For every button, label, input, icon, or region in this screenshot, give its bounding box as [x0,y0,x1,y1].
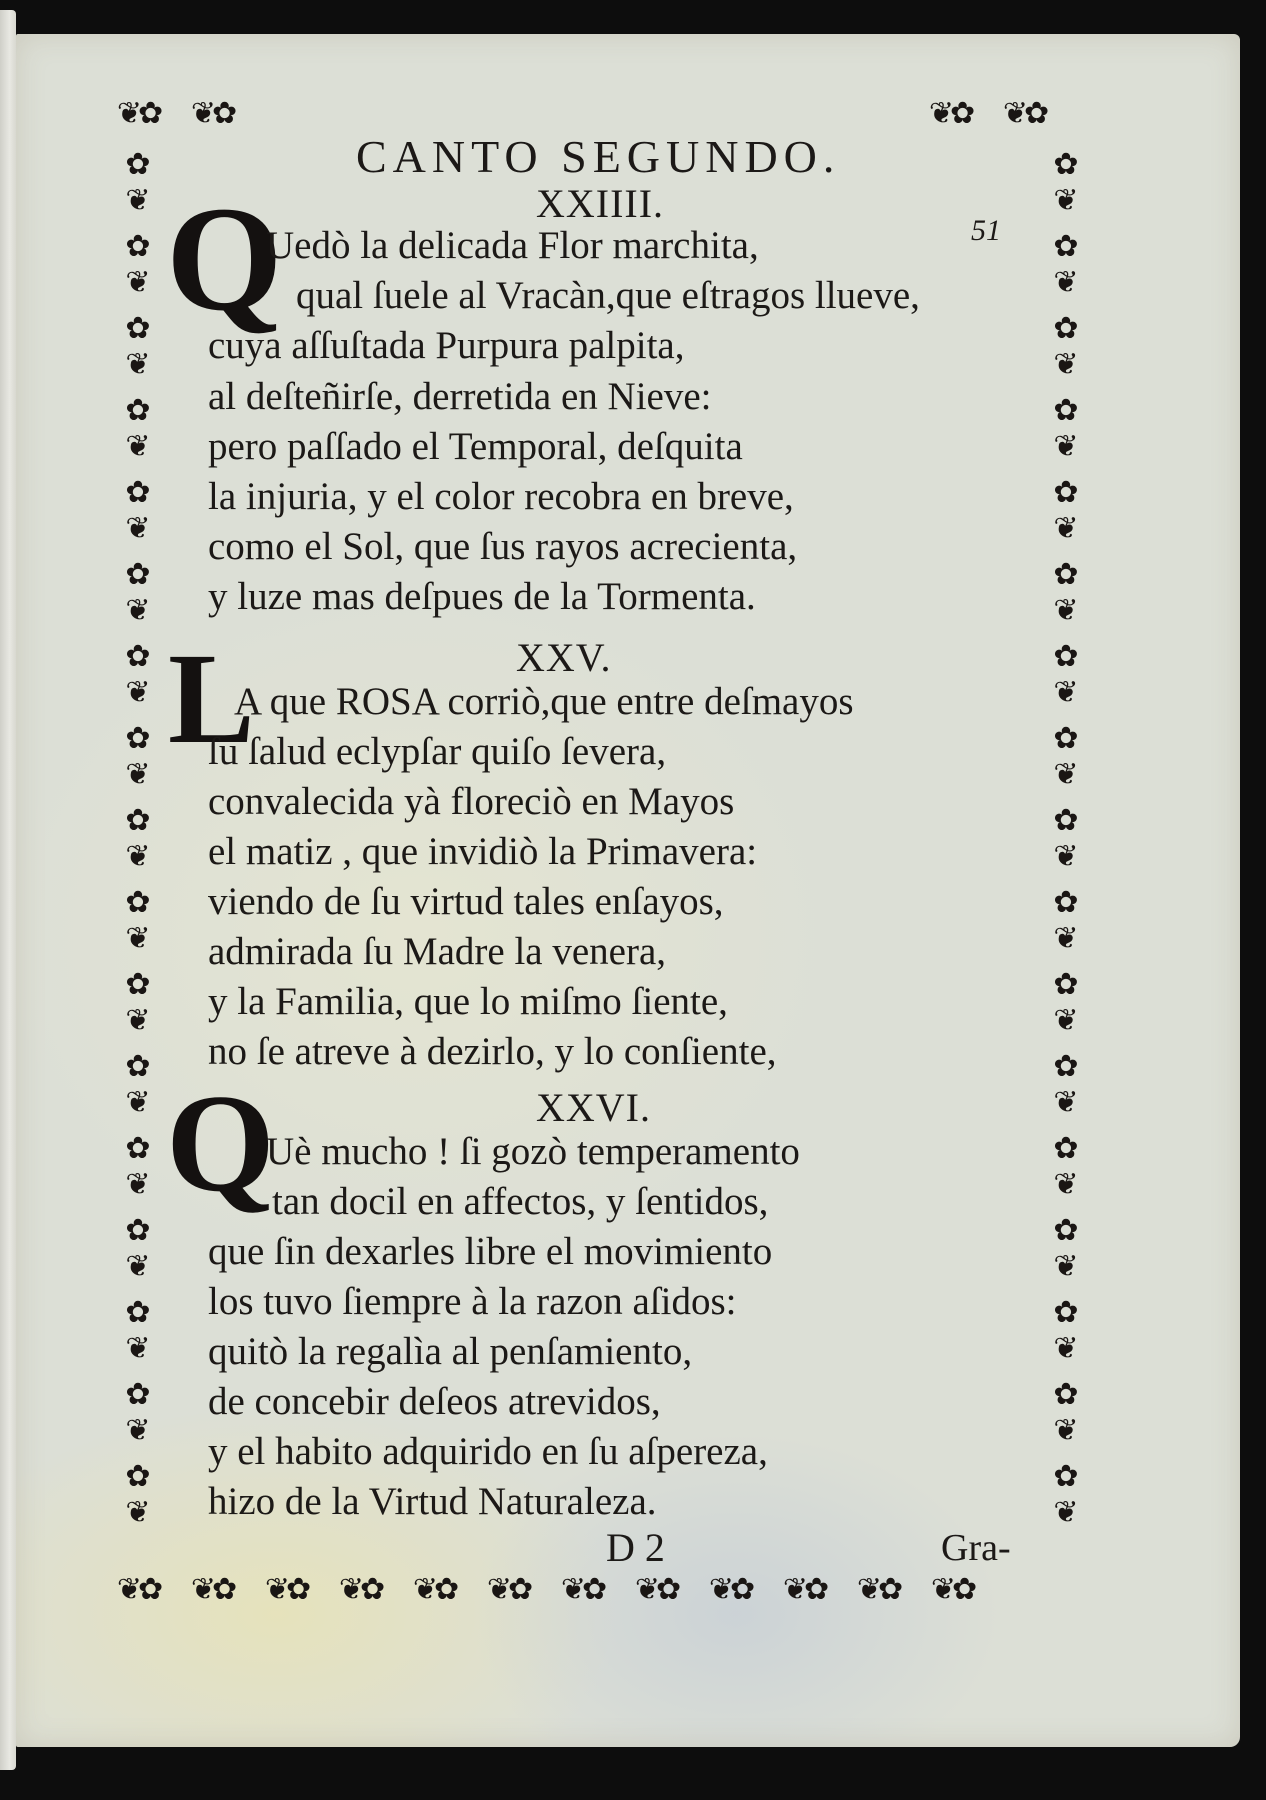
fleuron-ornament-icon: ✿ ❦ [125,1132,151,1201]
verse-line: qual ſuele al Vracàn,que eſtragos llueve, [296,274,920,317]
verse-line: que ſin dexarles libre el movimiento [208,1230,773,1273]
book-page [16,34,1240,1747]
verse-line: no ſe atreve à dezirlo, y lo conſiente, [208,1030,777,1073]
fleuron-ornament-icon: ❦✿ [634,1573,678,1606]
fleuron-ornament-icon: ✿ ❦ [1053,476,1079,545]
fleuron-ornament-icon: ✿ ❦ [125,968,151,1037]
top-ornament-border-left [104,94,246,134]
verse-line: Uè mucho ! ſi gozò temperamento [266,1130,800,1173]
verse-line: y luze mas deſpues de la Tormenta. [208,575,756,618]
fleuron-ornament-icon: ✿ ❦ [1053,968,1079,1037]
fleuron-ornament-icon: ❦✿ [190,1573,234,1606]
drop-cap: Q [166,176,283,342]
verse-line: admirada ſu Madre la venera, [208,930,667,973]
fleuron-ornament-icon: ❦✿ [708,1573,752,1606]
fleuron-ornament-icon: ✿ ❦ [125,476,151,545]
fleuron-ornament-icon: ✿ ❦ [1053,886,1079,955]
signature-mark: D 2 [606,1525,665,1570]
fleuron-ornament-icon: ❦✿ [116,97,160,130]
verse-line: hizo de la Virtud Naturaleza. [208,1480,657,1523]
fleuron-ornament-icon: ✿ ❦ [125,558,151,627]
top-ornament-border-right [916,94,1058,134]
verse-line: ſu ſalud eclypſar quiſo ſevera, [208,730,667,773]
previous-page-edge [0,10,16,1770]
fleuron-ornament-icon: ❦✿ [928,97,972,130]
fleuron-ornament-icon: ✿ ❦ [125,1460,151,1529]
fleuron-ornament-icon: ✿ ❦ [125,1378,151,1447]
fleuron-ornament-icon: ❦✿ [412,1573,456,1606]
fleuron-ornament-icon: ✿ ❦ [1053,1050,1079,1119]
fleuron-ornament-icon: ✿ ❦ [125,312,151,381]
fleuron-ornament-icon: ❦✿ [560,1573,604,1606]
verse-line: quitò la regalìa al penſamiento, [208,1330,693,1373]
fleuron-ornament-icon: ✿ ❦ [1053,1378,1079,1447]
verse-line: convalecida yà floreciò en Mayos [208,780,735,823]
fleuron-ornament-icon: ✿ ❦ [125,148,151,217]
verse-line: la injuria, y el color recobra en breve, [208,475,794,518]
verse-line: y la Familia, que lo miſmo ſiente, [208,980,728,1023]
fleuron-ornament-icon: ✿ ❦ [125,230,151,299]
fleuron-ornament-icon: ✿ ❦ [125,640,151,709]
fleuron-ornament-icon: ✿ ❦ [125,394,151,463]
verse-line: cuya aſſuſtada Purpura palpita, [208,324,685,367]
verse-line: al deſteñirſe, derretida en Nieve: [208,375,712,418]
verse-line: pero paſſado el Temporal, deſquita [208,425,743,468]
fleuron-ornament-icon: ✿ ❦ [1053,558,1079,627]
fleuron-ornament-icon: ✿ ❦ [1053,722,1079,791]
catchword: Gra- [941,1527,1011,1569]
right-ornament-border [1044,146,1088,1532]
stanza-number: XXV. [516,635,612,680]
verse-line: A que ROSA corriò,que entre deſmayos [234,680,854,723]
fleuron-ornament-icon: ✿ ❦ [125,804,151,873]
fleuron-ornament-icon: ✿ ❦ [125,886,151,955]
verse-line: Uedò la delicada Flor marchita, [266,224,759,267]
verse-line: y el habito adquirido en ſu aſpereza, [208,1430,768,1473]
verse-line: como el Sol, que ſus rayos acrecienta, [208,525,798,568]
folio-number: 51 [971,214,1001,247]
fleuron-ornament-icon: ✿ ❦ [1053,804,1079,873]
fleuron-ornament-icon: ✿ ❦ [1053,312,1079,381]
fleuron-ornament-icon: ❦✿ [1002,97,1046,130]
fleuron-ornament-icon: ✿ ❦ [1053,1132,1079,1201]
fleuron-ornament-icon: ✿ ❦ [125,1050,151,1119]
stanza-number: XXVI. [536,1085,651,1130]
fleuron-ornament-icon: ❦✿ [856,1573,900,1606]
fleuron-ornament-icon: ❦✿ [116,1573,160,1606]
bottom-ornament-border [104,1570,986,1610]
verse-line: de concebir deſeos atrevidos, [208,1380,661,1423]
fleuron-ornament-icon: ❦✿ [930,1573,974,1606]
fleuron-ornament-icon: ✿ ❦ [125,1214,151,1283]
fleuron-ornament-icon: ✿ ❦ [1053,1296,1079,1365]
left-ornament-border [116,146,160,1532]
fleuron-ornament-icon: ✿ ❦ [1053,640,1079,709]
fleuron-ornament-icon: ❦✿ [782,1573,826,1606]
verse-line: los tuvo ſiempre à la razon aſidos: [208,1280,737,1323]
fleuron-ornament-icon: ❦✿ [264,1573,308,1606]
verse-line: el matiz , que invidiò la Primavera: [208,830,758,873]
fleuron-ornament-icon: ✿ ❦ [1053,230,1079,299]
fleuron-ornament-icon: ❦✿ [486,1573,530,1606]
verse-line: viendo de ſu virtud tales enſayos, [208,880,724,923]
drop-cap: L [168,627,255,771]
fleuron-ornament-icon: ✿ ❦ [125,1296,151,1365]
fleuron-ornament-icon: ✿ ❦ [125,722,151,791]
stanza-number: XXIIII. [536,181,665,226]
fleuron-ornament-icon: ✿ ❦ [1053,148,1079,217]
fleuron-ornament-icon: ❦✿ [190,97,234,130]
verse-line: tan docil en affectos, y ſentidos, [272,1180,769,1223]
fleuron-ornament-icon: ❦✿ [338,1573,382,1606]
drop-cap: Q [166,1066,275,1221]
fleuron-ornament-icon: ✿ ❦ [1053,1460,1079,1529]
fleuron-ornament-icon: ✿ ❦ [1053,394,1079,463]
running-title: CANTO SEGUNDO. [356,131,841,182]
fleuron-ornament-icon: ✿ ❦ [1053,1214,1079,1283]
